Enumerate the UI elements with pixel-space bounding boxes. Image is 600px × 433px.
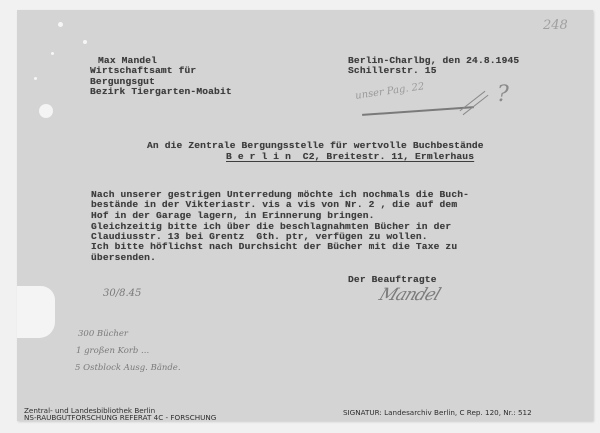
handwritten-note-3: 5 Ostblock Ausg. Bände. bbox=[75, 363, 181, 373]
body-line-6: Ich bitte höflichst nach Durchsicht der Bücher mit die Taxe zu bbox=[91, 241, 458, 252]
handwritten-note-1: 300 Bücher bbox=[78, 329, 128, 339]
recipient-line: An die Zentrale Bergungsstelle für wertvolle Buchbestände bbox=[147, 140, 484, 151]
sender-office: Wirtschaftsamt für bbox=[90, 65, 197, 76]
paper-speck bbox=[58, 22, 63, 27]
paper-speck bbox=[34, 77, 37, 80]
handwritten-question-mark: ? bbox=[497, 82, 509, 107]
footer-department: NS-RAUBGUTFORSCHUNG REFERAT 4C - FORSCHUNG bbox=[24, 413, 217, 422]
sender-district: Bezirk Tiergarten-Moabit bbox=[90, 86, 232, 97]
body-line-5: Claudiusstr. 13 bei Grentz Gth. ptr, verfügen zu wollen. bbox=[91, 231, 428, 242]
body-line-3: Hof in der Garage lagern, in Erinnerung bringen. bbox=[91, 210, 375, 221]
place-date: Berlin-Charlbg, den 24.8.1945 bbox=[348, 55, 520, 66]
footer-signature-reference: SIGNATUR: Landesarchiv Berlin, C Rep. 120, Nr.: 512 bbox=[343, 408, 532, 417]
paper-speck bbox=[51, 52, 54, 55]
closing-title: Der Beauftragte bbox=[348, 274, 437, 285]
body-line-2: bestände in der Vikteriastr. vis a vis von Nr. 2 , die auf dem bbox=[91, 199, 458, 210]
sender-name: Max Mandel bbox=[98, 55, 158, 66]
paper-speck bbox=[83, 40, 87, 44]
signature: Mandel bbox=[376, 285, 443, 305]
body-line-7: übersenden. bbox=[91, 252, 156, 263]
sender-street: Schillerstr. 15 bbox=[348, 65, 437, 76]
handwritten-note-2: 1 großen Korb ... bbox=[76, 346, 150, 356]
torn-edge-left bbox=[17, 286, 55, 338]
handwritten-page-number: 248 bbox=[543, 18, 568, 33]
sender-department: Bergungsgut bbox=[90, 76, 155, 87]
recipient-address: B e r l i n C2, Breitestr. 11, Ermlerhaus bbox=[226, 151, 475, 162]
body-line-4: Gleichzeitig bitte ich über die beschlagnahmten Bücher in der bbox=[91, 221, 452, 232]
body-line-1: Nach unserer gestrigen Unterredung möchte ich nochmals die Buch- bbox=[91, 189, 470, 200]
handwritten-date: 30/8.45 bbox=[103, 288, 142, 299]
handwritten-reference: unser Pag. 22 bbox=[354, 81, 426, 102]
footer-institution: Zentral- und Landesbibliothek Berlin bbox=[24, 406, 156, 415]
punch-hole-top bbox=[39, 104, 53, 118]
